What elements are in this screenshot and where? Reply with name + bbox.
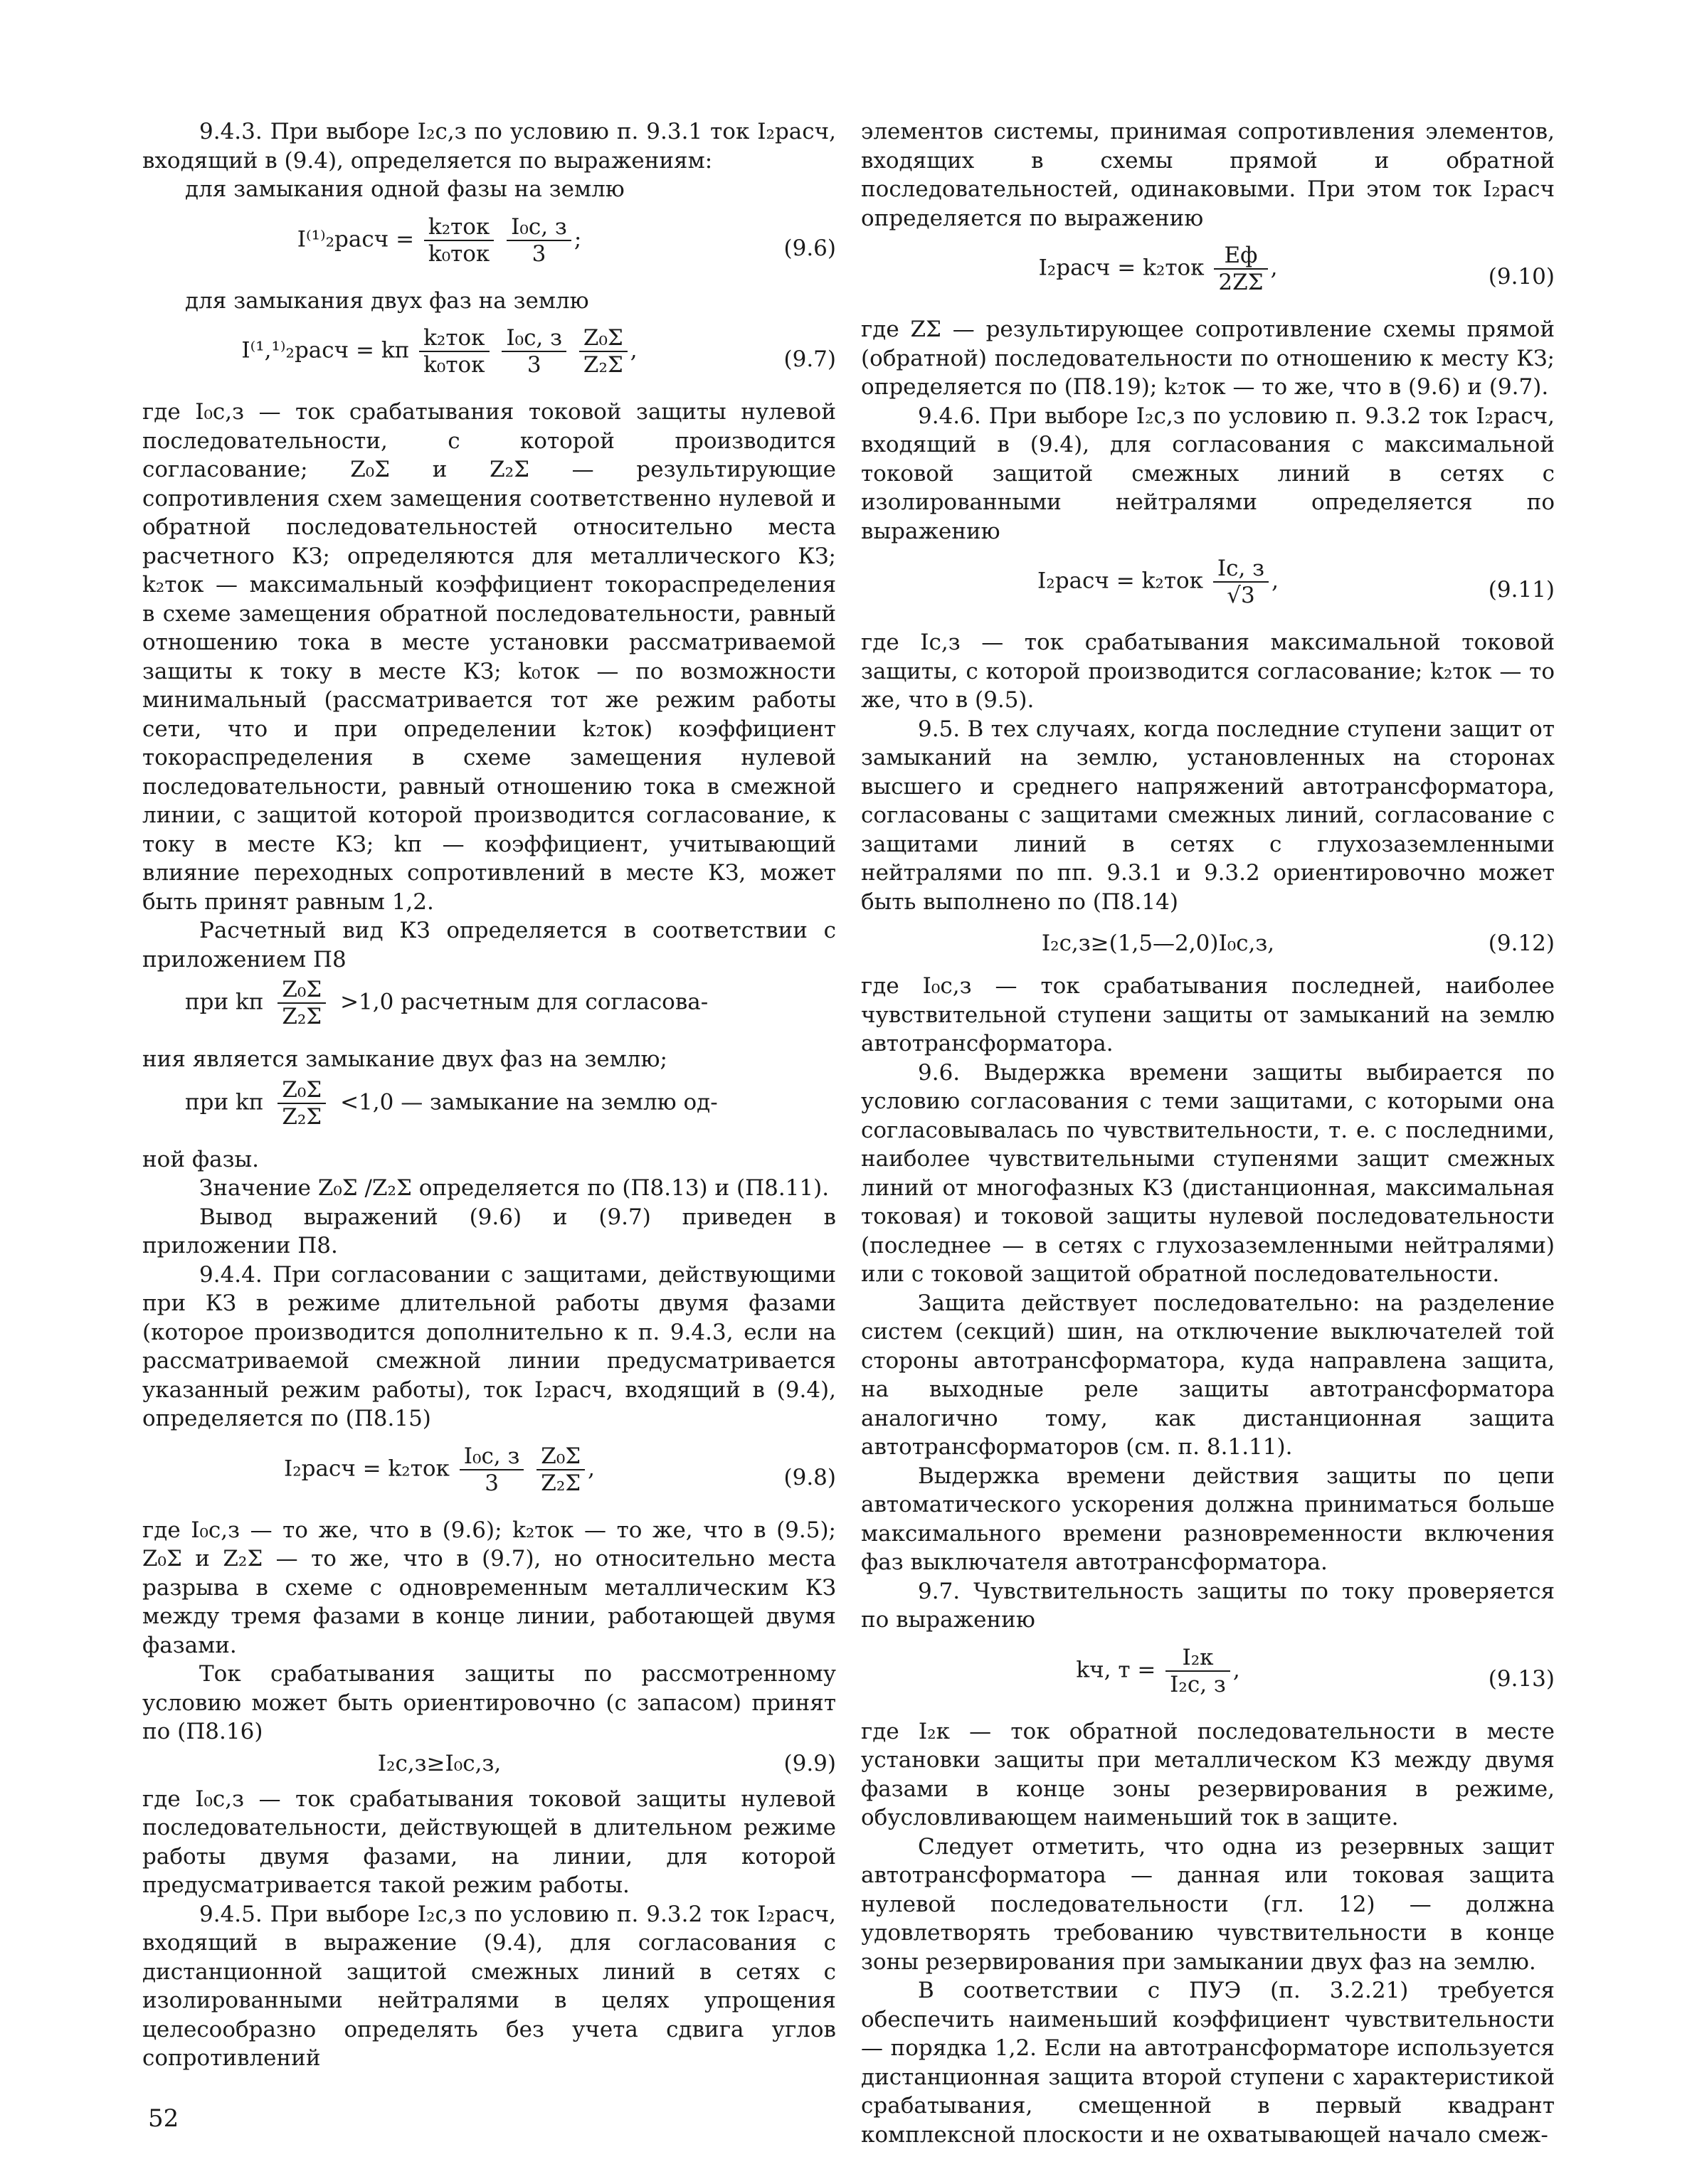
equation-lhs: I₂расч = k₂ток	[283, 1456, 450, 1481]
fraction-numerator: I₀с, з	[460, 1443, 524, 1470]
equation-lhs: I⁽¹,¹⁾₂расч = kп	[241, 337, 410, 364]
equation-lhs: I⁽¹⁾₂расч =	[297, 226, 415, 252]
paragraph: для замыкания одной фазы на землю	[185, 176, 625, 202]
equation-tail: ;	[573, 226, 582, 252]
equation-number: (9.10)	[1488, 264, 1555, 290]
paragraph: для замыкания двух фаз на землю	[185, 287, 589, 314]
fraction-numerator: k₂ток	[419, 325, 489, 352]
paragraph: Ток срабатывания защиты по рассмотренному условию может быть ориентировочно (с запасом) принят по (П8.16)	[142, 1661, 836, 1744]
fraction-numerator: k₂ток	[424, 214, 494, 241]
paragraph: ния является замыкание двух фаз на землю;	[142, 1046, 667, 1072]
fraction-numerator: I₀с, з	[507, 214, 571, 241]
condition-2	[142, 1077, 836, 1143]
paragraph: Защита действует последовательно: на разделение систем (секций) шин, на отключение выключателей той стороны автотрансформатора, куда направлена защита, на выходные реле защиты автотрансформатора аналогично тому, как дистанционная защита автотрансформаторов (см. п. 8.1.11).	[861, 1290, 1555, 1460]
equation-9-8	[142, 1443, 836, 1509]
paragraph: 9.4.6. При выборе I₂с,з по условию п. 9.3.2 ток I₂расч, входящий в (9.4), для согласования с максимальной токовой защитой смежных линий в сетях с изолированными нейтралями определяется по выражению	[861, 403, 1555, 544]
paragraph: 9.4.3. При выборе I₂с,з по условию п. 9.3.1 ток I₂расч, входящий в (9.4), определяется по выражениям:	[142, 119, 836, 174]
equation-9-12	[861, 923, 1555, 965]
fraction-denominator: 3	[485, 1470, 499, 1496]
fraction-numerator: Z₀Σ	[536, 1443, 585, 1470]
paragraph: 9.6. Выдержка времени защиты выбирается по условию согласования с теми защитами, с которыми она согласовывалась по чувствительности, т. е. с последними, наиболее чувствительными ступенями защит смежных линий от многофазных КЗ (дистанционная, максимальная токовая) и токовой защиты нулевой последовательности (последнее — в сетях с глухозаземленными нейтралями) или с токовой защитой обратной последовательности.	[861, 1059, 1555, 1287]
paragraph: ной фазы.	[142, 1146, 260, 1172]
paragraph: В соответствии с ПУЭ (п. 3.2.21) требуется обеспечить наименьший коэффициент чувствительности — порядка 1,2. Если на автотрансформаторе используется дистанционная защита второй ступени с характеристикой срабатывания, смещенной в первый квадрант комплексной плоскости и не охватывающей начало смеж-	[861, 1978, 1555, 2148]
fraction-denominator: Z₂Σ	[541, 1470, 581, 1496]
equation-lhs: I₂расч = k₂ток	[1038, 255, 1205, 281]
paragraph: где I₀с,з — ток срабатывания токовой защиты нулевой последовательности, действующей в длительном режиме работы двумя фазами, на линии, для которой предусматривается такой режим работы.	[142, 1786, 836, 1898]
equation-9-9	[142, 1749, 836, 1782]
left-column	[142, 117, 836, 2073]
equation-lhs: kч, т =	[1076, 1657, 1156, 1682]
equation-tail: ,	[588, 1456, 596, 1481]
equation-lhs: I₂расч = k₂ток	[1037, 568, 1203, 594]
paragraph: где I₀с,з — ток срабатывания последней, наиболее чувствительной ступени защиты от замыканий на землю автотрансформатора.	[861, 973, 1555, 1056]
equation-number: (9.8)	[783, 1464, 836, 1490]
fraction-numerator: Z₀Σ	[277, 977, 326, 1004]
fraction-denominator: Z₂Σ	[282, 1103, 322, 1130]
equation-9-11	[861, 556, 1555, 621]
equation-formula: I₂с,з≥(1,5—2,0)I₀с,з,	[1041, 931, 1275, 956]
right-column	[861, 117, 1555, 2149]
equation-number: (9.13)	[1488, 1665, 1555, 1692]
fraction-numerator: I₀с, з	[502, 325, 566, 352]
fraction-numerator: Eф	[1214, 243, 1267, 270]
paragraph: элементов системы, принимая сопротивления элементов, входящих в схемы прямой и обратной последовательностей, одинаковыми. При этом ток I₂расч определяется по выражению	[861, 119, 1555, 231]
equation-number: (9.11)	[1488, 577, 1555, 603]
paragraph: Следует отметить, что одна из резервных защит автотрансформатора — данная или токовая защита нулевой последовательности (гл. 12) — должна удовлетворять требованию чувствительности в конце зоны резервирования при замыкании двух фаз на землю.	[861, 1833, 1555, 1975]
equation-9-13	[861, 1645, 1555, 1710]
paragraph: где I₂к — ток обратной последовательности в месте установки защиты при металлическом КЗ между двумя фазами в конце зоны резервирования в режиме, обусловливающем наименьший ток в защите.	[861, 1718, 1555, 1830]
fraction-denominator: k₀ток	[428, 240, 490, 267]
fraction-numerator: Z₀Σ	[579, 325, 628, 352]
fraction-denominator: 3	[532, 240, 546, 267]
fraction-numerator: I₂к	[1165, 1645, 1230, 1672]
equation-9-6	[142, 214, 836, 280]
paragraph: где ZΣ — результирующее сопротивление схемы прямой (обратной) последовательности по отношению к месту КЗ; определяется по (П8.19); k₂ток — то же, что в (9.6) и (9.7).	[861, 317, 1555, 400]
equation-number: (9.7)	[783, 346, 836, 372]
equation-formula: I₂с,з≥I₀с,з,	[377, 1750, 502, 1776]
paragraph: где Iс,з — ток срабатывания максимальной токовой защиты, с которой производится согласование; k₂ток — то же, что в (9.5).	[861, 630, 1555, 713]
fraction-numerator: Iс, з	[1213, 556, 1269, 583]
paragraph: 9.5. В тех случаях, когда последние ступени защит от замыканий на землю, установленных на сторонах высшего и среднего напряжений автотрансформатора, согласованы с защитами смежных линий, согласование с защитами линий в сетях с глухозаземленными нейтралями по пп. 9.3.1 и 9.3.2 ориентировочно может быть выполнено по (П8.14)	[861, 716, 1555, 915]
paragraph: Выдержка времени действия защиты по цепи автоматического ускорения должна приниматься больше максимального времени разновременности включения фаз выключателя автотрансформатора.	[861, 1463, 1555, 1575]
paragraph: Вывод выражений (9.6) и (9.7) приведен в приложении П8.	[142, 1204, 836, 1258]
fraction-denominator: 3	[527, 352, 541, 378]
fraction-denominator: 2ZΣ	[1218, 270, 1264, 295]
equation-tail: ,	[630, 337, 638, 364]
page-number: 52	[148, 2104, 179, 2133]
paragraph: Расчетный вид КЗ определяется в соответствии с приложением П8	[142, 918, 836, 972]
condition-suffix: <1,0 — замыкание на землю од-	[340, 1089, 718, 1115]
condition-prefix: при kп	[185, 1089, 264, 1115]
equation-number: (9.12)	[1488, 931, 1555, 956]
equation-tail: ,	[1270, 255, 1278, 281]
fraction-denominator: k₀ток	[423, 352, 485, 378]
fraction-denominator: Z₂Σ	[282, 1004, 322, 1029]
equation-9-7	[142, 325, 836, 391]
equation-9-10	[861, 243, 1555, 308]
equation-tail: ,	[1272, 568, 1279, 594]
condition-1	[142, 977, 836, 1042]
paragraph: 9.7. Чувствительность защиты по току проверяется по выражению	[861, 1578, 1555, 1633]
equation-tail: ,	[1232, 1657, 1240, 1682]
equation-number: (9.9)	[783, 1750, 836, 1776]
paragraph: где I₀с,з — ток срабатывания токовой защиты нулевой последовательности, с которой производится согласование; Z₀Σ и Z₂Σ — результирующие сопротивления схем замещения соответственно нулевой и обратной последовательностей относительно места расчетного КЗ; определяются для металлического КЗ; k₂ток — максимальный коэффициент токораспределения в схеме замещения обратной последовательности, равный отношению тока в месте установки рассматриваемой защиты к току в месте КЗ; k₀ток — по возможности минимальный (рассматривается тот же режим работы сети, что и при определении k₂ток) коэффициент токораспределения в схеме замещения нулевой последовательности, равный отношению тока в смежной линии, с защитой которой производится согласование, к току в месте КЗ; kп — коэффициент, учитывающий влияние переходных сопротивлений в месте КЗ, может быть принят равным 1,2.	[142, 399, 836, 915]
fraction-denominator: Z₂Σ	[583, 352, 623, 378]
paragraph: 9.4.5. При выборе I₂с,з по условию п. 9.3.2 ток I₂расч, входящий в выражение (9.4), для согласования с дистанционной защитой смежных линий в сетях с изолированными нейтралями в целях упрощения целесообразно определять без учета сдвига углов сопротивлений	[142, 1901, 836, 2071]
fraction-numerator: Z₀Σ	[277, 1077, 326, 1104]
fraction-denominator: I₂с, з	[1170, 1671, 1226, 1697]
paragraph: Значение Z₀Σ /Z₂Σ определяется по (П8.13) и (П8.11).	[199, 1175, 830, 1201]
fraction-denominator: √3	[1227, 583, 1255, 608]
condition-suffix: >1,0 расчетным для согласова-	[340, 989, 709, 1015]
paragraph: где I₀с,з — то же, что в (9.6); k₂ток — то же, что в (9.5); Z₀Σ и Z₂Σ — то же, что в (9.7), но относительно места разрыва в схеме с одновременным металлическим КЗ между тремя фазами в конце линии, работающей двумя фазами.	[142, 1517, 836, 1658]
condition-prefix: при kп	[185, 989, 264, 1015]
paragraph: 9.4.4. При согласовании с защитами, действующими при КЗ в режиме длительной работы двумя фазами (которое производится дополнительно к п. 9.4.3, если на рассматриваемой смежной линии предусматривается указанный режим работы), ток I₂расч, входящий в (9.4), определяется по (П8.15)	[142, 1261, 836, 1431]
equation-number: (9.6)	[783, 235, 836, 261]
